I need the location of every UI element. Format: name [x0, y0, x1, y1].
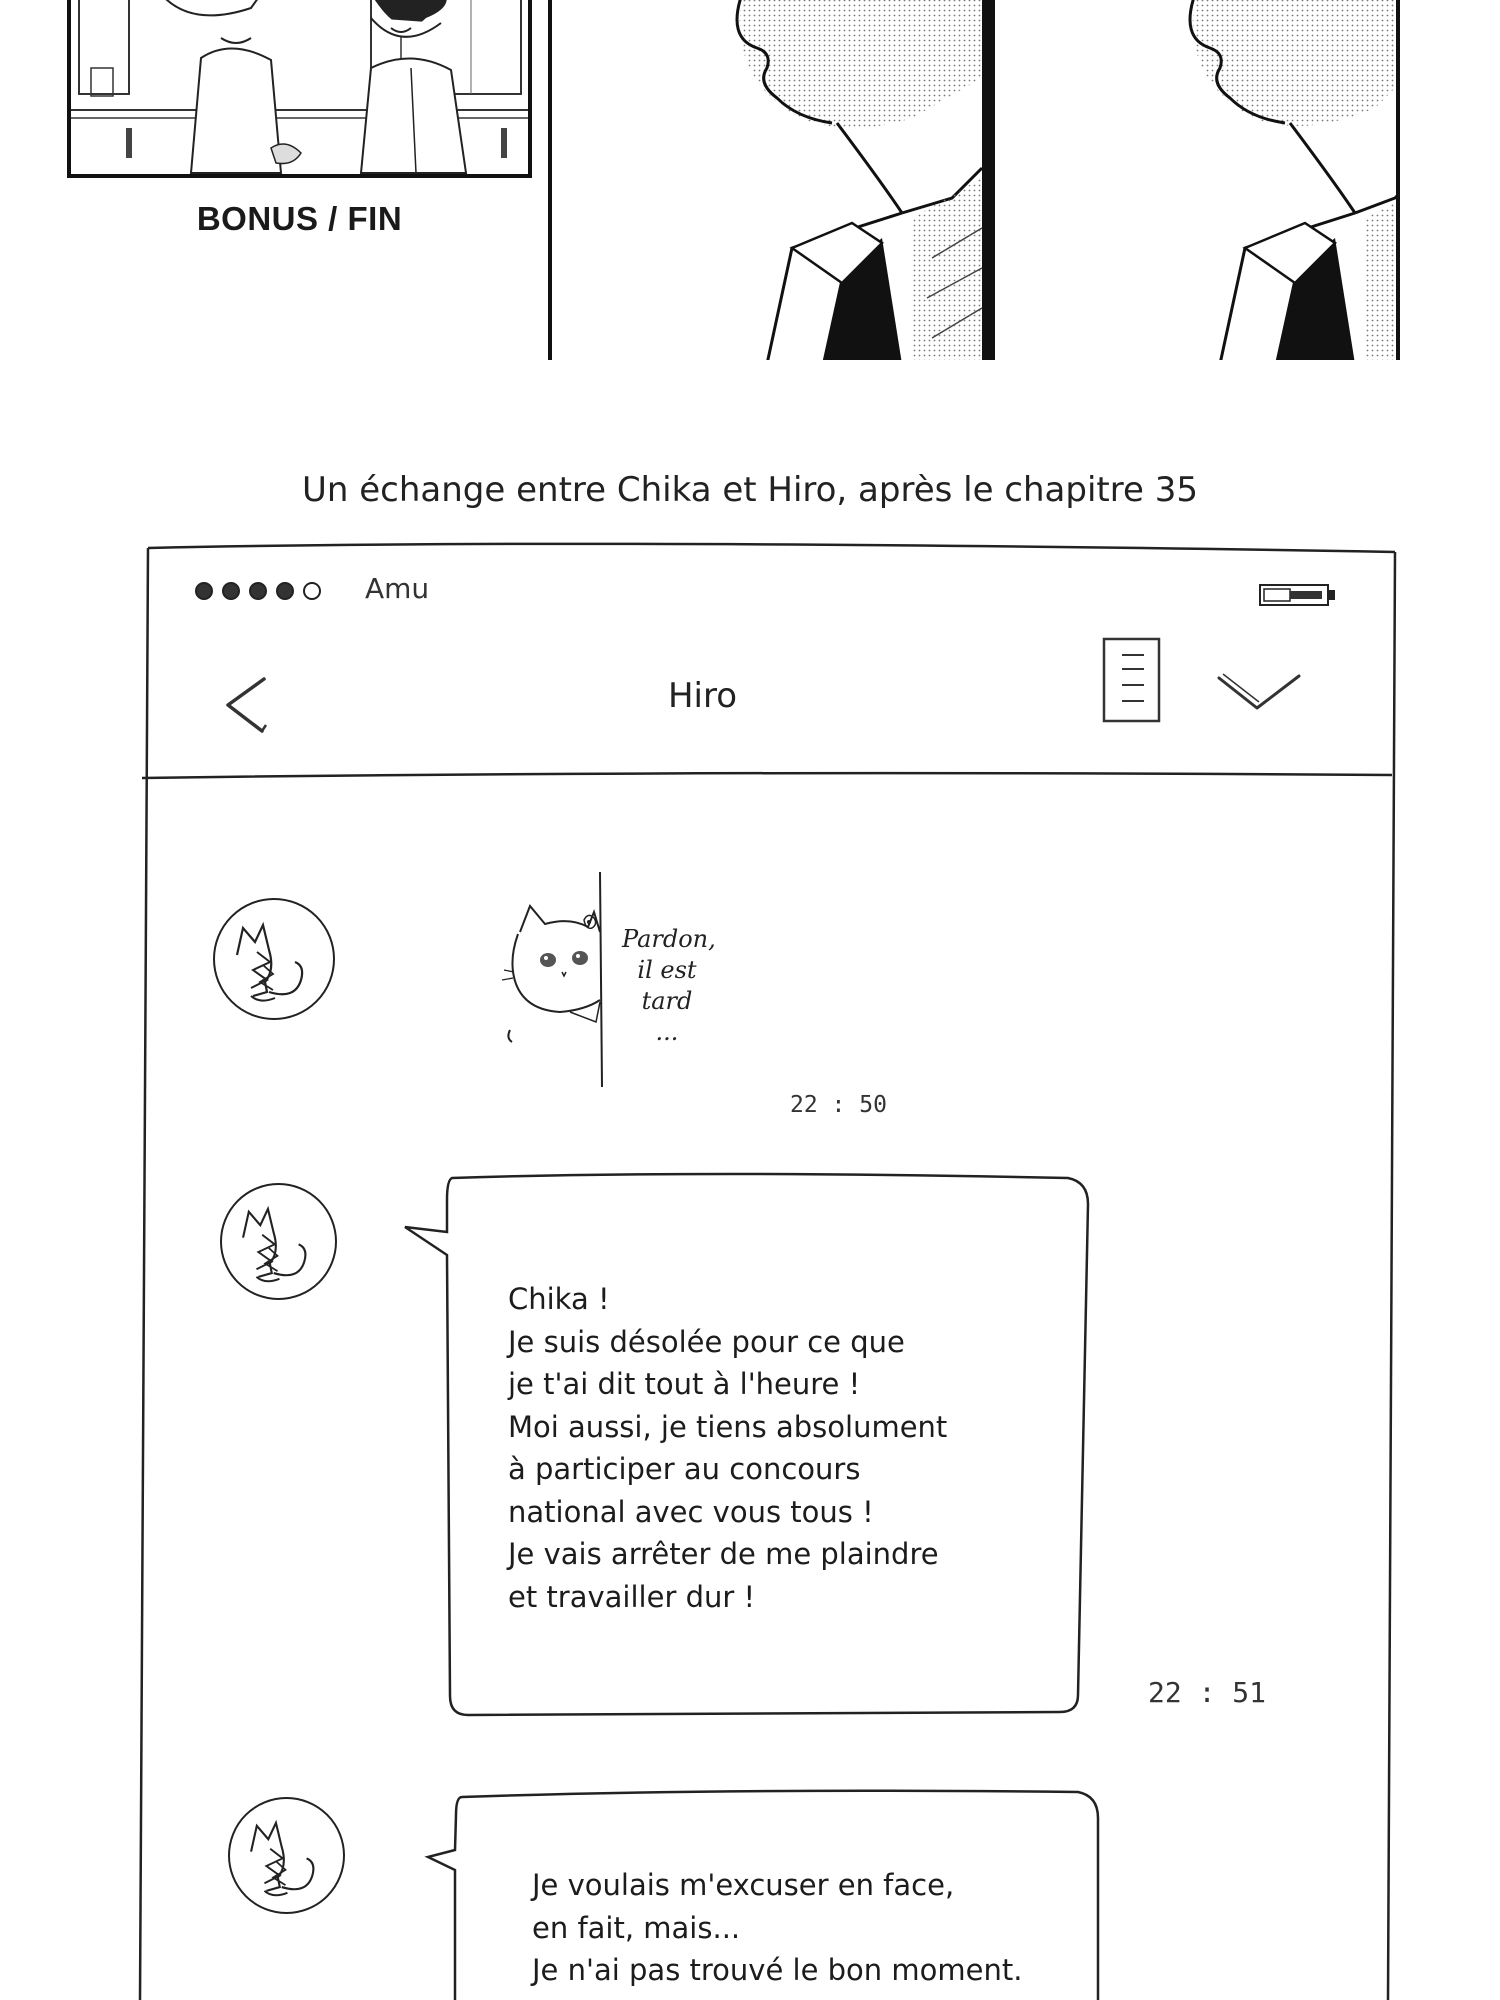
message-timestamp: 22 : 51 [1148, 1676, 1267, 1709]
closeup-illustration [552, 0, 994, 360]
back-chevron-icon[interactable] [222, 675, 272, 735]
signal-dot [222, 582, 240, 600]
cat-avatar[interactable] [228, 1797, 345, 1914]
manga-panel-closeup-2 [990, 0, 1400, 360]
classroom-illustration [71, 0, 532, 178]
signal-strength [195, 582, 321, 600]
manga-panel-classroom [67, 0, 532, 178]
cat-avatar[interactable] [220, 1183, 337, 1300]
cat-icon [222, 1185, 334, 1297]
signal-dot [303, 582, 321, 600]
manga-panel-closeup-1 [548, 0, 994, 360]
message-text: Je voulais m'excuser en face, en fait, mais... Je n'ai pas trouvé le bon moment. [532, 1868, 1023, 1987]
signal-dot [195, 582, 213, 600]
signal-dot [249, 582, 267, 600]
cat-icon [215, 900, 332, 1017]
sticker-caption [622, 924, 716, 1048]
chevron-down-icon[interactable] [1215, 670, 1305, 720]
battery-icon [1258, 582, 1338, 610]
page-caption: Un échange entre Chika et Hiro, après le chapitre 35 [302, 470, 1198, 510]
bonus-end-label: BONUS / FIN [196, 200, 403, 237]
cat-icon [230, 1799, 342, 1911]
sticker-caption-text: Pardon, il est tard ... [622, 925, 716, 1046]
message-timestamp: 22 : 50 [790, 1092, 887, 1118]
manga-strip [0, 0, 1500, 360]
contact-name: Hiro [667, 676, 738, 716]
message-text: Chika ! Je suis désolée pour ce que je t'ai dit tout à l'heure ! Moi aussi, je tiens absolument à participer au concours national avec vous tous ! Je vais arrêter de me plaindre et travailler dur ! [508, 1282, 948, 1614]
carrier-name: Amu [365, 572, 430, 605]
closeup-illustration-2 [995, 0, 1400, 360]
signal-dot [276, 582, 294, 600]
cat-avatar[interactable] [213, 898, 335, 1020]
document-icon[interactable] [1100, 635, 1165, 725]
